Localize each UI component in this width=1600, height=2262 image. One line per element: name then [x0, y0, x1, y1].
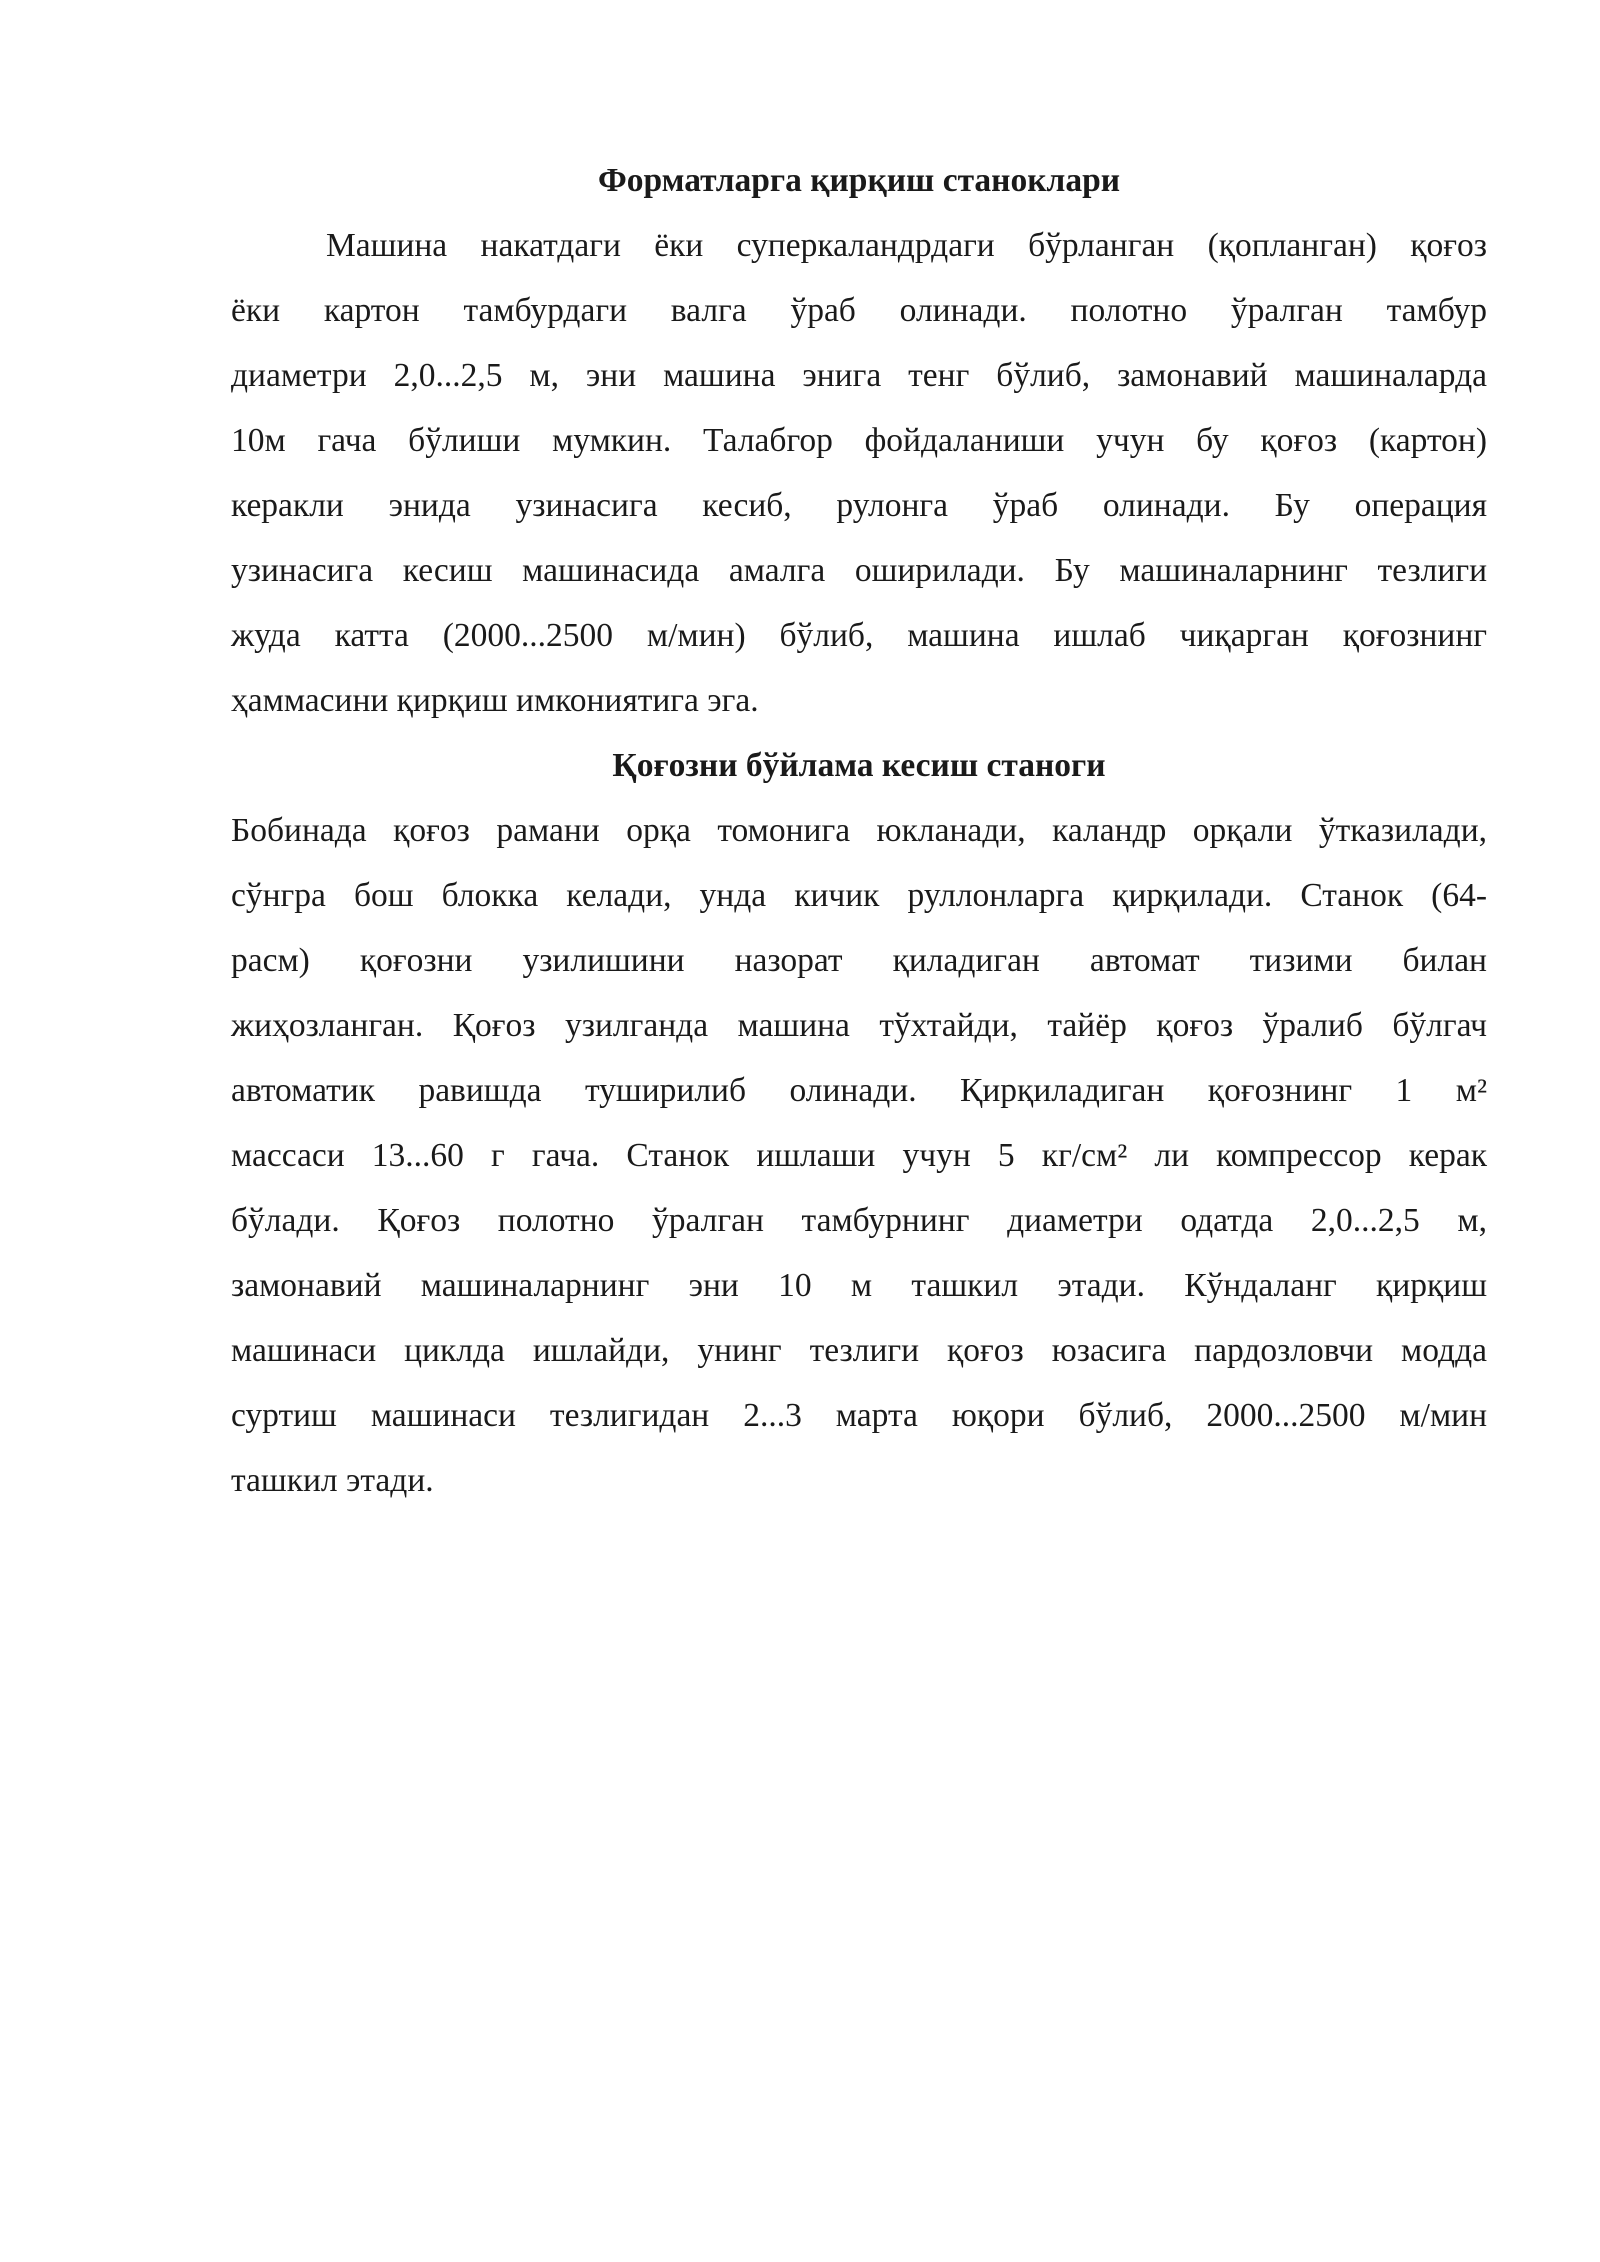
paragraph-line: расм) қоғозни узилишини назорат қиладиган автомат тизими билан: [231, 942, 1487, 979]
paragraph-line: ташкил этади.: [231, 1462, 434, 1499]
paragraph-line: 10м гача бўлиши мумкин. Талабгор фойдаланиши учун бу қоғоз (картон): [231, 422, 1487, 459]
paragraph-line: замонавий машиналарнинг эни 10 м ташкил этади. Кўндаланг қирқиш: [231, 1267, 1487, 1304]
paragraph-line: автоматик равишда туширилиб олинади. Қирқиладиган қоғознинг 1 м²: [231, 1072, 1487, 1109]
paragraph-line: суртиш машинаси тезлигидан 2...3 марта юқори бўлиб, 2000...2500 м/мин: [231, 1397, 1487, 1434]
paragraph-line: узинасига кесиш машинасида амалга оширилади. Бу машиналарнинг тезлиги: [231, 552, 1487, 589]
paragraph-line: сўнгра бош блокка келади, унда кичик руллонларга қирқилади. Станок (64-: [231, 877, 1487, 914]
document-body: [231, 148, 1487, 1513]
paragraph-line: Машина накатдаги ёки суперкаландрдаги бўрланган (қопланган) қоғоз: [326, 227, 1487, 264]
paragraph-line: диаметри 2,0...2,5 м, эни машина энига тенг бўлиб, замонавий машиналарда: [231, 357, 1487, 394]
paragraph-line: бўлади. Қоғоз полотно ўралган тамбурнинг диаметри одатда 2,0...2,5 м,: [231, 1202, 1487, 1239]
paragraph-line: массаси 13...60 г гача. Станок ишлаши учун 5 кг/см² ли компрессор керак: [231, 1137, 1487, 1174]
paragraph-line: керакли энида узинасига кесиб, рулонга ўраб олинади. Бу операция: [231, 487, 1487, 524]
paragraph-line: ҳаммасини қирқиш имкониятига эга.: [231, 682, 759, 719]
paragraph-formats-cutting: [231, 213, 1487, 733]
paragraph-line: жиҳозланган. Қоғоз узилганда машина тўхтайди, тайёр қоғоз ўралиб бўлгач: [231, 1007, 1487, 1044]
section-heading-formats-cutting: Форматларга қирқиш станоклари: [597, 162, 1121, 199]
paragraph-line: Бобинада қоғоз рамани орқа томонига юкланади, каландр орқали ўтказилади,: [231, 812, 1487, 849]
paragraph-line: ёки картон тамбурдаги валга ўраб олинади. полотно ўралган тамбур: [231, 292, 1487, 329]
section-heading-longitudinal-cutting: Қоғозни бўйлама кесиш станоги: [612, 747, 1106, 784]
paragraph-line: жуда катта (2000...2500 м/мин) бўлиб, машина ишлаб чиқарган қоғознинг: [231, 617, 1487, 654]
paragraph-longitudinal-cutting: [231, 798, 1487, 1513]
paragraph-line: машинаси циклда ишлайди, унинг тезлиги қоғоз юзасига пардозловчи модда: [231, 1332, 1487, 1369]
